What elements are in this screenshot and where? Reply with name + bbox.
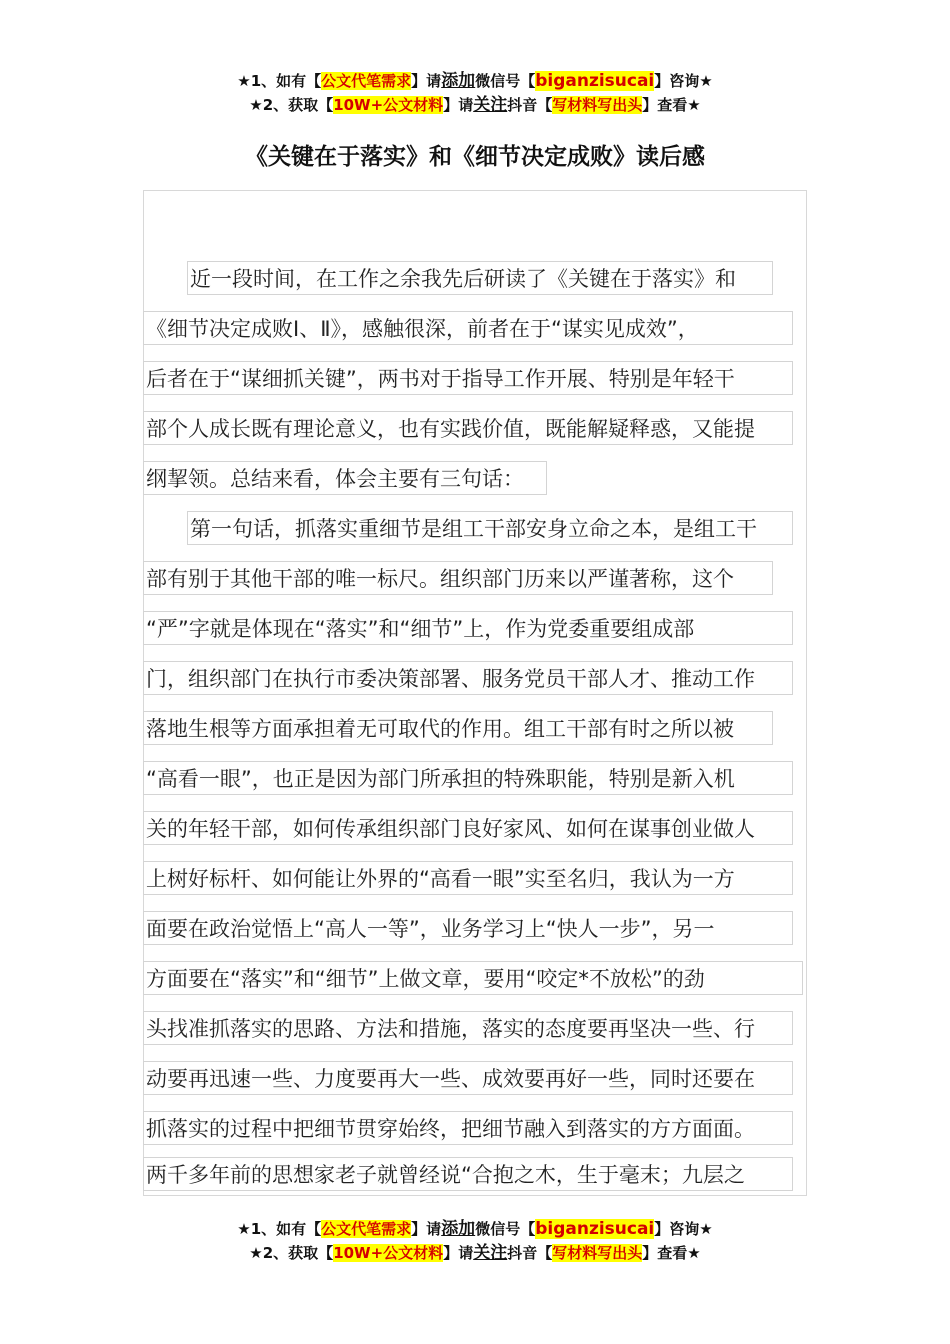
body-line: “高看一眼”，也正是因为部门所承担的特殊职能，特别是新入机 bbox=[143, 761, 793, 795]
notice-text: 】查看★ bbox=[642, 96, 701, 114]
notice-text: ★1、如有【 bbox=[237, 1220, 322, 1238]
notice-text: 】请 bbox=[443, 1244, 474, 1262]
body-line: 门，组织部门在执行市委决策部署、服务党员干部人才、推动工作 bbox=[143, 661, 793, 695]
notice-wechat-id: biganzisucai bbox=[535, 71, 655, 91]
notice-emphasis: 关注 bbox=[473, 1243, 508, 1263]
body-line: 头找准抓落实的思路、方法和措施，落实的态度要再坚决一些、行 bbox=[143, 1011, 793, 1045]
body-line: 上树好标杆、如何能让外界的“高看一眼”实至名归，我认为一方 bbox=[143, 861, 793, 895]
notice-highlight: 10W+公文材料 bbox=[333, 1244, 444, 1262]
body-line: 两千多年前的思想家老子就曾经说“合抱之木，生于毫末；九层之 bbox=[143, 1157, 793, 1191]
body-line: 面要在政治觉悟上“高人一等”，业务学习上“快人一步”，另一 bbox=[143, 911, 793, 945]
body-line: 部有别于其他干部的唯一标尺。组织部门历来以严谨著称，这个 bbox=[143, 561, 773, 595]
notice-line-2 bbox=[0, 1242, 950, 1264]
notice-emphasis: 添加 bbox=[441, 1219, 476, 1239]
notice-text: 】查看★ bbox=[642, 1244, 701, 1262]
body-line: 后者在于“谋细抓关键”，两书对于指导工作开展、特别是年轻干 bbox=[143, 361, 793, 395]
body-line: 《细节决定成败Ⅰ、Ⅱ》，感触很深，前者在于“谋实见成效”， bbox=[143, 311, 793, 345]
body-line: “严”字就是体现在“落实”和“细节”上，作为党委重要组成部 bbox=[143, 611, 793, 645]
body-line: 方面要在“落实”和“细节”上做文章，要用“咬定*不放松”的劲 bbox=[143, 961, 803, 995]
document-title: 《关键在于落实》和《细节决定成败》读后感 bbox=[245, 144, 705, 170]
body-line: 部个人成长既有理论意义，也有实践价值，既能解疑释惑，又能提 bbox=[143, 411, 793, 445]
notice-highlight: 公文代笔需求 bbox=[321, 72, 412, 90]
notice-line-1 bbox=[0, 1218, 950, 1240]
notice-line-1 bbox=[0, 70, 950, 92]
notice-text: 】咨询★ bbox=[654, 1220, 713, 1238]
notice-highlight: 公文代笔需求 bbox=[321, 1220, 412, 1238]
notice-highlight: 写材料写出头 bbox=[552, 96, 643, 114]
notice-text: 抖音【 bbox=[507, 96, 553, 114]
notice-emphasis: 添加 bbox=[441, 71, 476, 91]
notice-wechat-id: biganzisucai bbox=[535, 1219, 655, 1239]
body-line: 落地生根等方面承担着无可取代的作用。组工干部有时之所以被 bbox=[143, 711, 773, 745]
body-line: 第一句话，抓落实重细节是组工干部安身立命之本，是组工干 bbox=[187, 511, 793, 545]
notice-text: ★2、获取【 bbox=[249, 96, 334, 114]
notice-emphasis: 关注 bbox=[473, 95, 508, 115]
notice-text: 抖音【 bbox=[507, 1244, 553, 1262]
notice-text: ★1、如有【 bbox=[237, 72, 322, 90]
notice-highlight: 10W+公文材料 bbox=[333, 96, 444, 114]
notice-text: ★2、获取【 bbox=[249, 1244, 334, 1262]
body-line: 抓落实的过程中把细节贯穿始终，把细节融入到落实的方方面面。 bbox=[143, 1111, 793, 1145]
notice-text: 微信号【 bbox=[475, 1220, 536, 1238]
body-line: 关的年轻干部，如何传承组织部门良好家风、如何在谋事创业做人 bbox=[143, 811, 793, 845]
body-line: 近一段时间，在工作之余我先后研读了《关键在于落实》和 bbox=[187, 261, 773, 295]
notice-text: 】请 bbox=[411, 1220, 442, 1238]
notice-text: 】请 bbox=[411, 72, 442, 90]
notice-text: 】咨询★ bbox=[654, 72, 713, 90]
notice-text: 】请 bbox=[443, 96, 474, 114]
notice-text: 微信号【 bbox=[475, 72, 536, 90]
body-line: 纲挈领。总结来看，体会主要有三句话： bbox=[143, 461, 547, 495]
notice-highlight: 写材料写出头 bbox=[552, 1244, 643, 1262]
notice-line-2 bbox=[0, 94, 950, 116]
body-line: 动要再迅速一些、力度要再大一些、成效要再好一些，同时还要在 bbox=[143, 1061, 793, 1095]
